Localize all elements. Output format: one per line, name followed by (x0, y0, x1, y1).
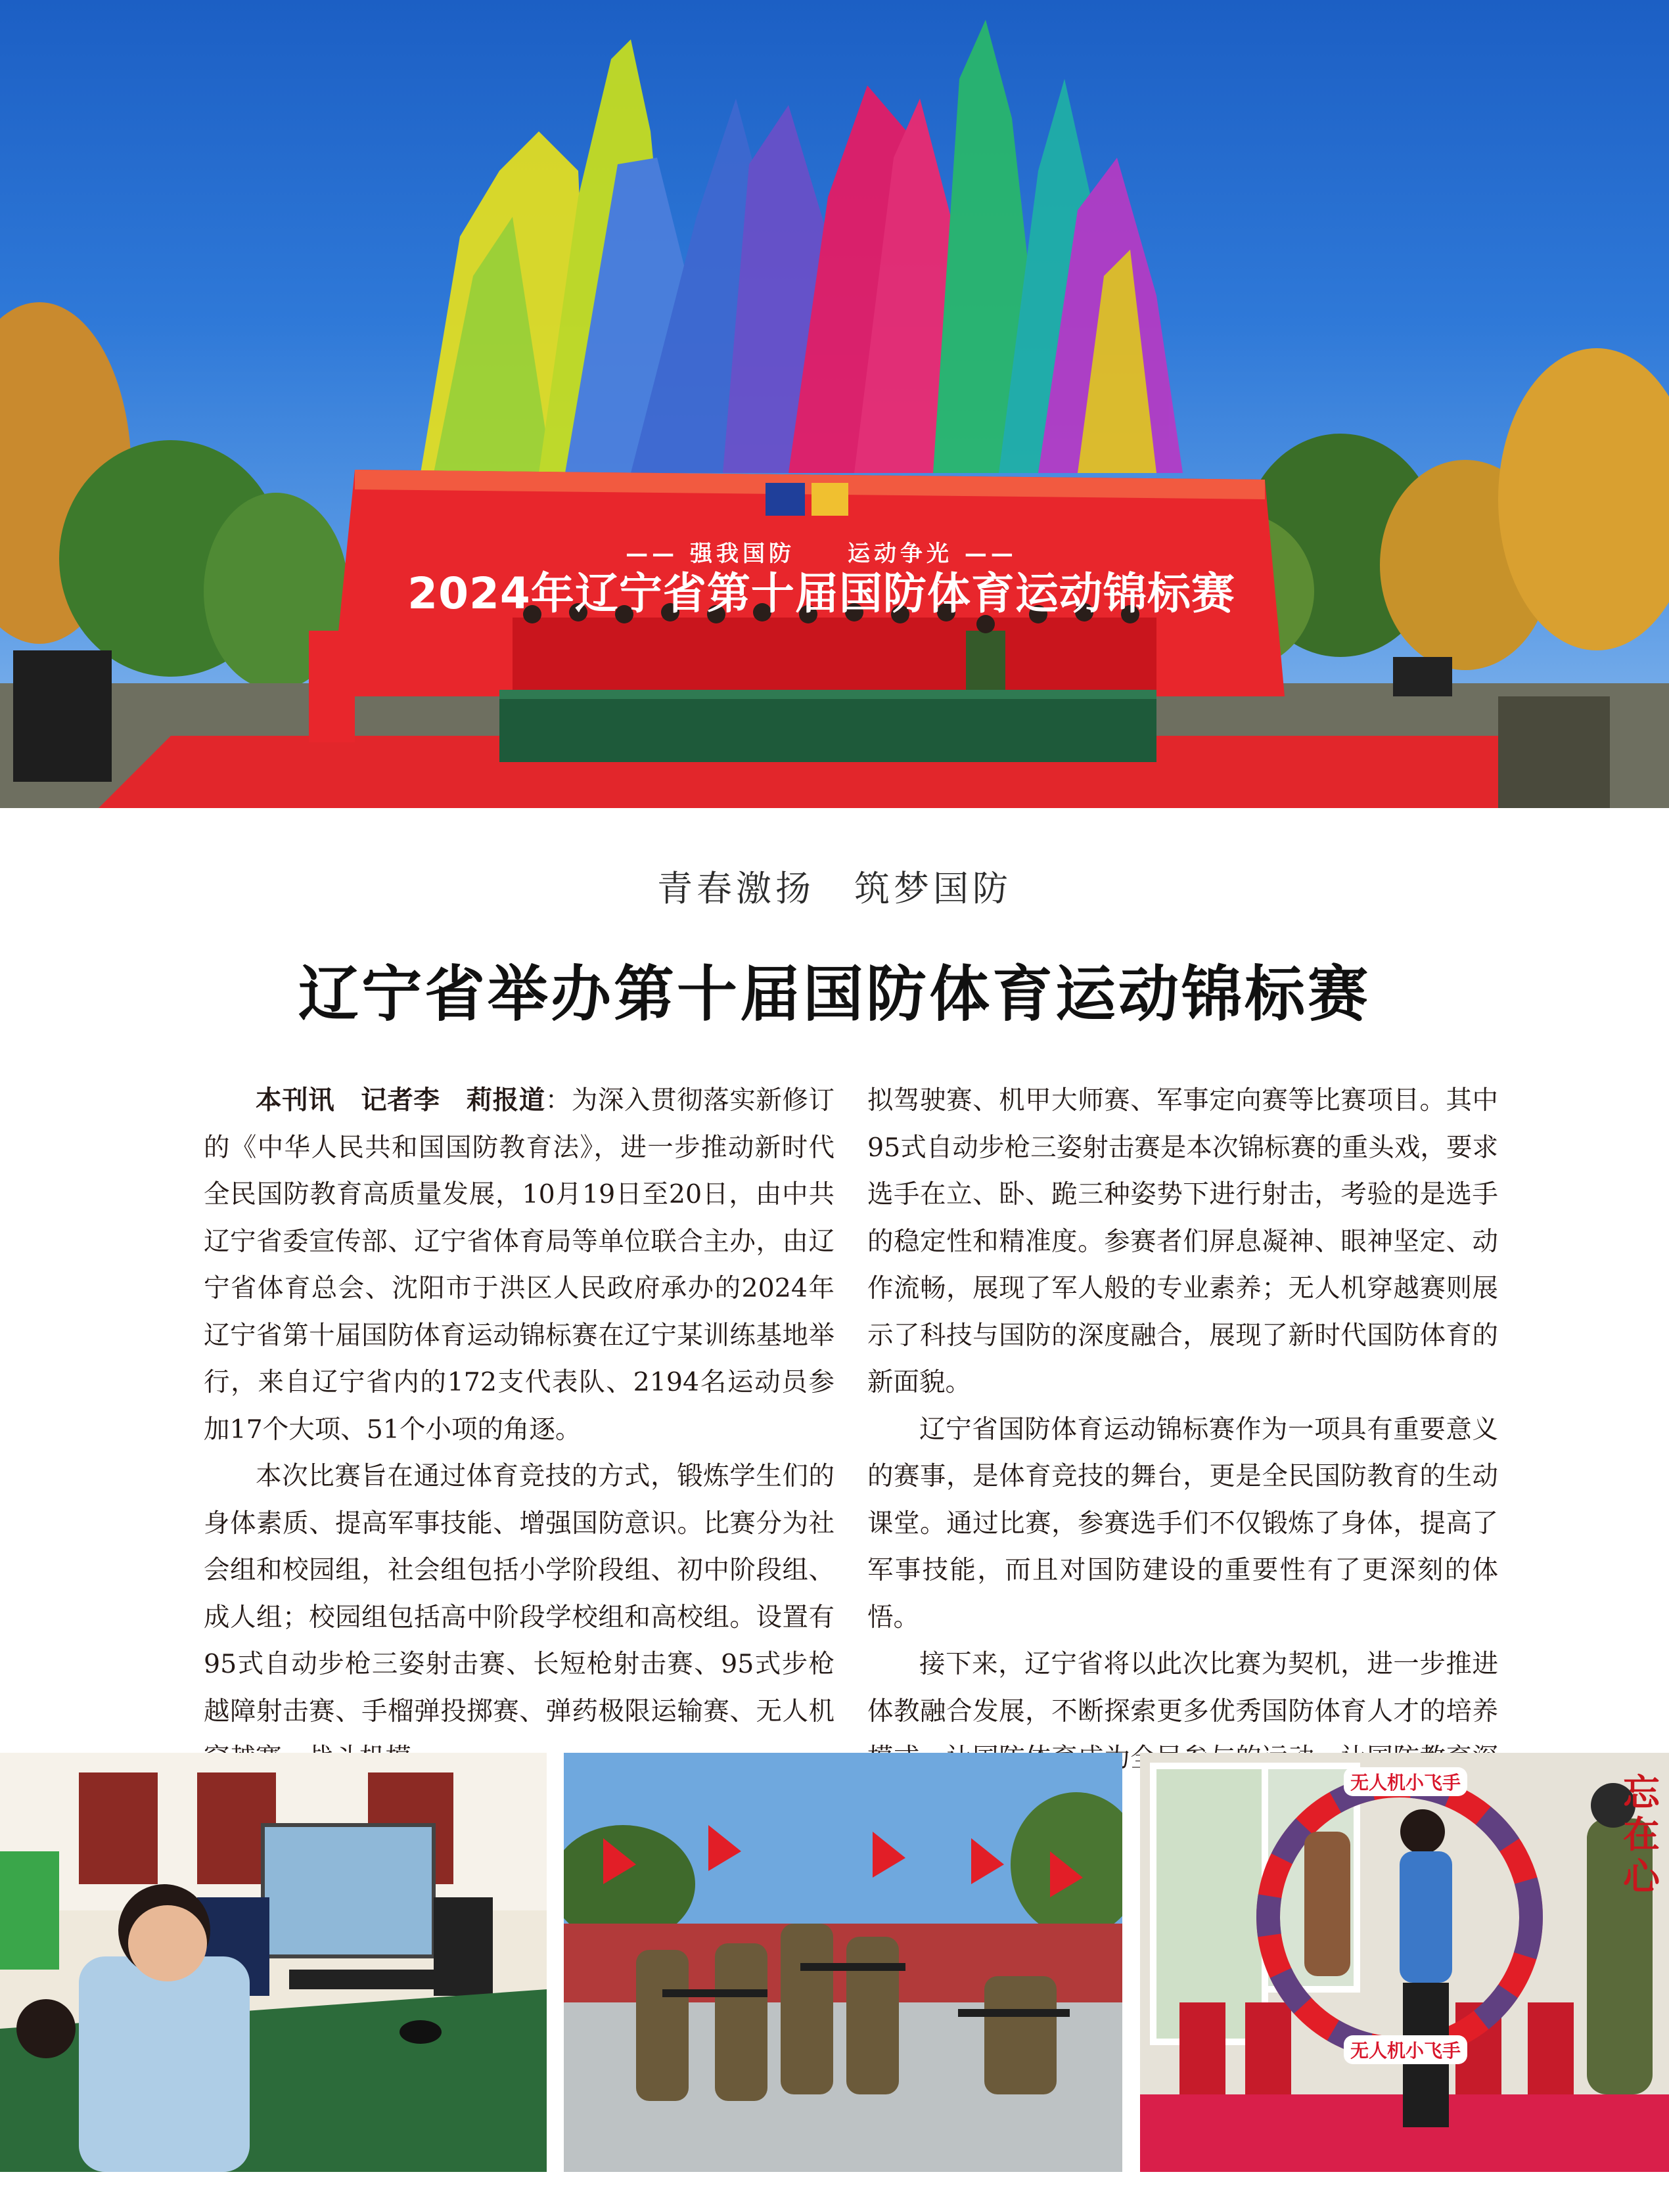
photo-drone-ring (1140, 1753, 1669, 2172)
photo-soldiers-demo (564, 1753, 1122, 2172)
banner-slogan: —— 强我国防 运动争光 —— (626, 541, 1017, 567)
article-column-left (204, 1077, 834, 1782)
banner-title: 2024年辽宁省第十届国防体育运动锦标赛 (407, 568, 1235, 619)
speaker-left (13, 650, 112, 782)
paragraph-4-text: 接下来，辽宁省将以此次比赛为契机，进一步推进体教融合发展，不断探索更多优秀国防体育人才的培养 为全 (867, 1649, 1498, 1773)
logo-flag-icon (766, 483, 805, 516)
speaker-right (1393, 657, 1452, 696)
simulator-scene (0, 1753, 547, 2172)
article-kicker: 青春激扬 筑梦国防 (657, 868, 1012, 909)
paragraph-1 (204, 1077, 834, 1453)
photo-simulator (0, 1753, 547, 2172)
smoke-plumes (421, 20, 1183, 473)
drone-scene (1140, 1753, 1669, 2172)
drone-ring-label-bottom: 无人机小飞手 (1344, 2035, 1467, 2064)
byline: 本刊讯 记者李 莉报道 (256, 1085, 545, 1116)
drone-ring-label-top: 无人机小飞手 (1344, 1767, 1467, 1796)
article-headline: 辽宁省举办第十届国防体育运动锦标赛 (298, 959, 1371, 1029)
hero-photo (0, 0, 1669, 808)
soldiers-scene (564, 1753, 1122, 2172)
hero-scene (0, 0, 1669, 808)
paragraph-1-text: ：为深入贯彻落实新修订的《中华人民共和国国防教育法》，进一步推动新时代全民国防教育高质量发展，10月19日至20日，由中共辽宁省委宣传部、辽宁省体育局等单位联合主办，由辽宁省体育总会、沈阳市于洪区人民政府承办的2024年辽宁省第十届国防体育运动锦标赛在辽宁某训练基地举行，来自辽宁省内的172支代表队、2194名运动员参加17个大项、51个小项的角逐。 (204, 1085, 835, 1445)
podium (309, 631, 355, 742)
camera-man (1498, 696, 1610, 808)
article-column-right (867, 1077, 1498, 1829)
paragraph-3: 辽宁省国防体育运动锦标赛作为一项具有重要意义的赛事，是体育竞技的舞台，更是全民国防教育的生动课堂。通过比赛，参赛选手们不仅锻炼了身体，提高了军事技能，而且对国防建设的重要性有了更深刻的体悟。 (867, 1414, 1498, 1633)
wall-slogan: 忘在心 (1623, 1772, 1660, 1899)
logo-emblem-icon (812, 483, 848, 516)
paragraph-2-continued: 拟驾驶赛、机甲大师赛、军事定向赛等比赛项目。其中95式自动步枪三姿射击赛是本次锦标赛的重头戏，要求选手在立、卧、跪三种姿势下进行射击，考验的是选手的稳定性和精准度。参赛者们屏息凝神、眼神坚定、动作流畅，展现了军人般的专业素养；无人机穿越赛则展示了科技与国防的深度融合，展现了新时代国防体育的新面貌。 (867, 1085, 1498, 1397)
paragraph-2: 本次比赛旨在通过体育竞技的方式，锻炼学生们的身体素质、提高军事技能、增强国防意识。比赛分为社会组和校园组，社会组包括小学阶段组、初中阶段组、成人组；校园组包括高中阶段学校组和高校组。设置有95式自动步枪三姿射击赛、长短枪射击赛、95式步枪越障射击赛、手榴弹投掷赛、弹药极限运输赛、无人机 (204, 1461, 834, 1727)
